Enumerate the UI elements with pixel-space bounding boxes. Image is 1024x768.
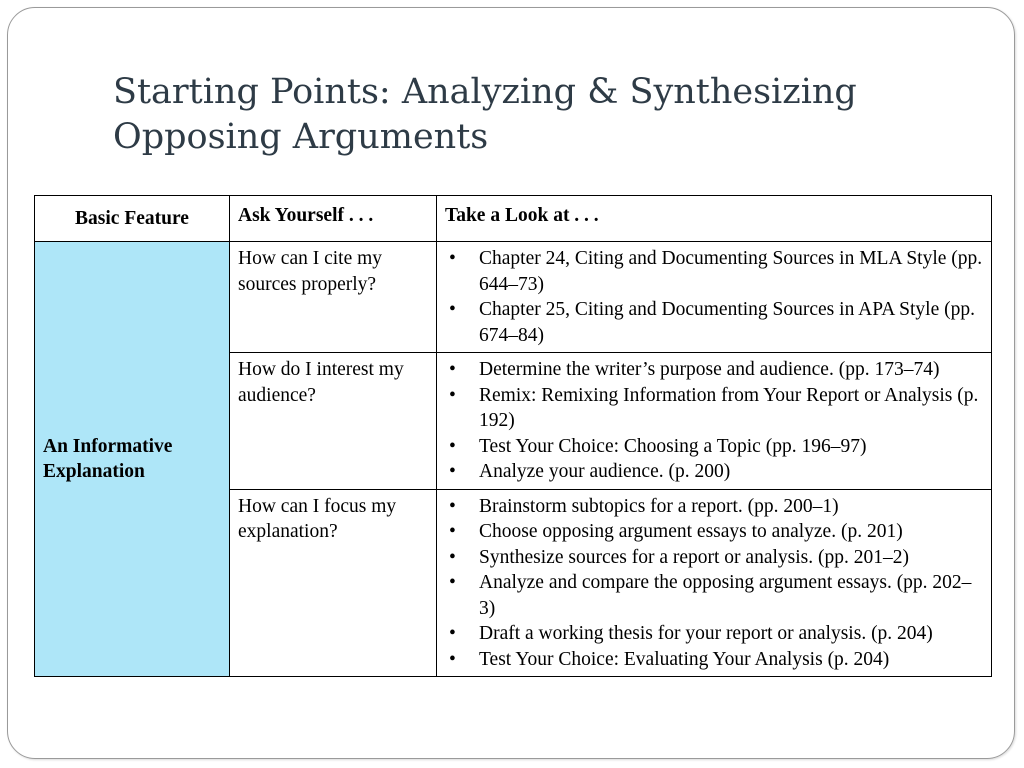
reference-list [445, 357, 983, 485]
list-item: • Remix: Remixing Information from Your Report or Analysis (p. 192) [445, 383, 983, 434]
feature-label-line-2: Explanation [43, 461, 145, 482]
feature-label-line-1: An Informative [43, 435, 173, 457]
feature-cell [35, 242, 230, 677]
reference-list [445, 494, 983, 673]
features-table [34, 195, 992, 677]
references-cell [437, 489, 992, 677]
list-item: • Choose opposing argument essays to analyze. (p. 201) [445, 519, 983, 545]
list-item: • Test Your Choice: Choosing a Topic (pp. 196–97) [445, 434, 983, 460]
table-header-row [35, 196, 992, 242]
question-cell: How can I focus my explanation? [230, 489, 437, 677]
references-cell [437, 242, 992, 353]
slide-title-line-1: Starting Points: Analyzing & Synthesizing [113, 72, 857, 112]
references-cell [437, 353, 992, 490]
list-item: • Chapter 24, Citing and Documenting Sources in MLA Style (pp. 644–73) [445, 246, 983, 297]
list-item: • Test Your Choice: Evaluating Your Analysis (p. 204) [445, 647, 983, 673]
question-cell: How can I cite my sources properly? [230, 242, 437, 353]
list-item: • Determine the writer’s purpose and audience. (pp. 173–74) [445, 357, 983, 383]
list-item: • Analyze and compare the opposing argument essays. (pp. 202–3) [445, 570, 983, 621]
header-take-a-look: Take a Look at . . . [437, 196, 992, 242]
list-item: • Chapter 25, Citing and Documenting Sources in APA Style (pp. 674–84) [445, 297, 983, 348]
list-item: • Synthesize sources for a report or analysis. (pp. 201–2) [445, 545, 983, 571]
slide-title [113, 70, 973, 160]
reference-list [445, 246, 983, 348]
list-item: • Brainstorm subtopics for a report. (pp. 200–1) [445, 494, 983, 520]
header-ask-yourself: Ask Yourself . . . [230, 196, 437, 242]
list-item: • Analyze your audience. (p. 200) [445, 459, 983, 485]
list-item: • Draft a working thesis for your report or analysis. (p. 204) [445, 621, 983, 647]
slide-title-line-2: Opposing Arguments [113, 117, 489, 157]
header-basic-feature: Basic Feature [35, 196, 230, 242]
question-cell: How do I interest my audience? [230, 353, 437, 490]
table-row [35, 242, 992, 353]
